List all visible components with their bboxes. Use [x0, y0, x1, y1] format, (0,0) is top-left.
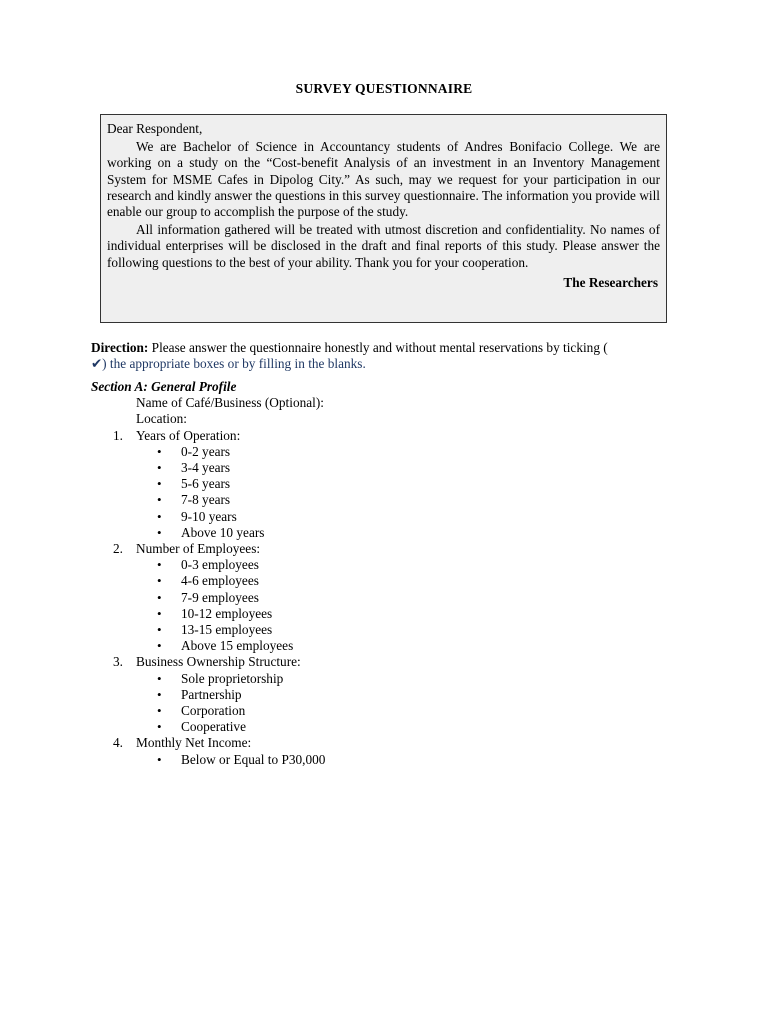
- option-item: [91, 622, 691, 638]
- business-name-field: Name of Café/Business (Optional):: [136, 395, 324, 411]
- option-item: [91, 525, 691, 541]
- option-item: [91, 606, 691, 622]
- option-item: [91, 509, 691, 525]
- option-label: Corporation: [181, 703, 246, 719]
- option-label: Cooperative: [181, 719, 246, 735]
- letter-box: [100, 114, 667, 323]
- question-label: Number of Employees:: [136, 541, 261, 557]
- option-item: [91, 476, 691, 492]
- question-number: 3.: [113, 654, 123, 670]
- question-label: Business Ownership Structure:: [136, 654, 301, 670]
- question-3: [91, 654, 691, 670]
- bullet-icon: •: [157, 573, 162, 589]
- option-item: [91, 557, 691, 573]
- option-label: Below or Equal to P30,000: [181, 751, 326, 767]
- bullet-icon: •: [157, 492, 162, 508]
- bullet-icon: •: [157, 686, 162, 702]
- bullet-icon: •: [157, 460, 162, 476]
- bullet-icon: •: [157, 703, 162, 719]
- option-label: 13-15 employees: [181, 622, 273, 638]
- option-item: [91, 752, 691, 768]
- page-title: SURVEY QUESTIONNAIRE: [295, 81, 473, 96]
- option-label: Partnership: [181, 686, 242, 702]
- bullet-icon: •: [157, 443, 162, 459]
- option-label: 7-9 employees: [181, 589, 259, 605]
- direction-text-part1: Please answer the questionnaire honestly and without mental reservations by ticking (: [148, 340, 608, 355]
- option-label: 5-6 years: [181, 476, 231, 492]
- option-label: Above 10 years: [181, 524, 265, 540]
- bullet-icon: •: [157, 638, 162, 654]
- option-label: Sole proprietorship: [181, 670, 284, 686]
- option-item: [91, 573, 691, 589]
- question-2: [91, 541, 691, 557]
- bullet-icon: •: [157, 751, 162, 767]
- option-item: [91, 719, 691, 735]
- option-item: [91, 703, 691, 719]
- option-label: 3-4 years: [181, 460, 231, 476]
- letter-paragraph-2: All information gathered will be treated with utmost discretion and confidentiality. No names of individual enterprises will be disclosed in the draft and final reports of this study. Please answer the following questions to the best of your ability. Thank you for your cooperation.: [107, 222, 660, 270]
- direction-text-part2: ✔) the appropriate boxes or by filling in the blanks.: [91, 356, 366, 371]
- bullet-icon: •: [157, 476, 162, 492]
- option-item: [91, 638, 691, 654]
- location-field: Location:: [136, 411, 187, 427]
- question-number: 1.: [113, 427, 123, 443]
- question-label: Monthly Net Income:: [136, 735, 252, 751]
- option-label: 7-8 years: [181, 492, 231, 508]
- bullet-icon: •: [157, 719, 162, 735]
- letter-paragraph-1: We are Bachelor of Science in Accountancy students of Andres Bonifacio College. We are working on a study on the “Cost-benefit Analysis of an investment in an Inventory Management System for MSME Cafes in Dipolog City.” As such, may we request for your participation in our research and kindly answer the questions in this survey questionnaire. The information you provide will enable our group to accomplish the purpose of the study.: [107, 139, 660, 220]
- option-item: [91, 492, 691, 508]
- option-item: [91, 590, 691, 606]
- direction-text: [91, 340, 691, 372]
- bullet-icon: •: [157, 508, 162, 524]
- question-number: 4.: [113, 735, 123, 751]
- letter-signature: The Researchers: [563, 274, 658, 290]
- direction-label: Direction:: [91, 340, 149, 355]
- bullet-icon: •: [157, 524, 162, 540]
- option-label: Above 15 employees: [181, 638, 294, 654]
- question-number: 2.: [113, 541, 123, 557]
- letter-salutation: Dear Respondent,: [107, 121, 203, 136]
- question-1: [91, 428, 691, 444]
- option-label: 9-10 years: [181, 508, 237, 524]
- bullet-icon: •: [157, 589, 162, 605]
- option-label: 0-2 years: [181, 443, 231, 459]
- questions-list: [91, 428, 691, 768]
- bullet-icon: •: [157, 557, 162, 573]
- option-item: [91, 687, 691, 703]
- section-a: [91, 379, 691, 768]
- option-item: [91, 460, 691, 476]
- bullet-icon: •: [157, 670, 162, 686]
- question-4: [91, 735, 691, 751]
- option-label: 0-3 employees: [181, 557, 259, 573]
- option-label: 10-12 employees: [181, 605, 273, 621]
- bullet-icon: •: [157, 622, 162, 638]
- option-item: [91, 671, 691, 687]
- option-item: [91, 444, 691, 460]
- bullet-icon: •: [157, 605, 162, 621]
- question-label: Years of Operation:: [136, 427, 241, 443]
- section-a-title: Section A: General Profile: [91, 379, 237, 394]
- option-label: 4-6 employees: [181, 573, 259, 589]
